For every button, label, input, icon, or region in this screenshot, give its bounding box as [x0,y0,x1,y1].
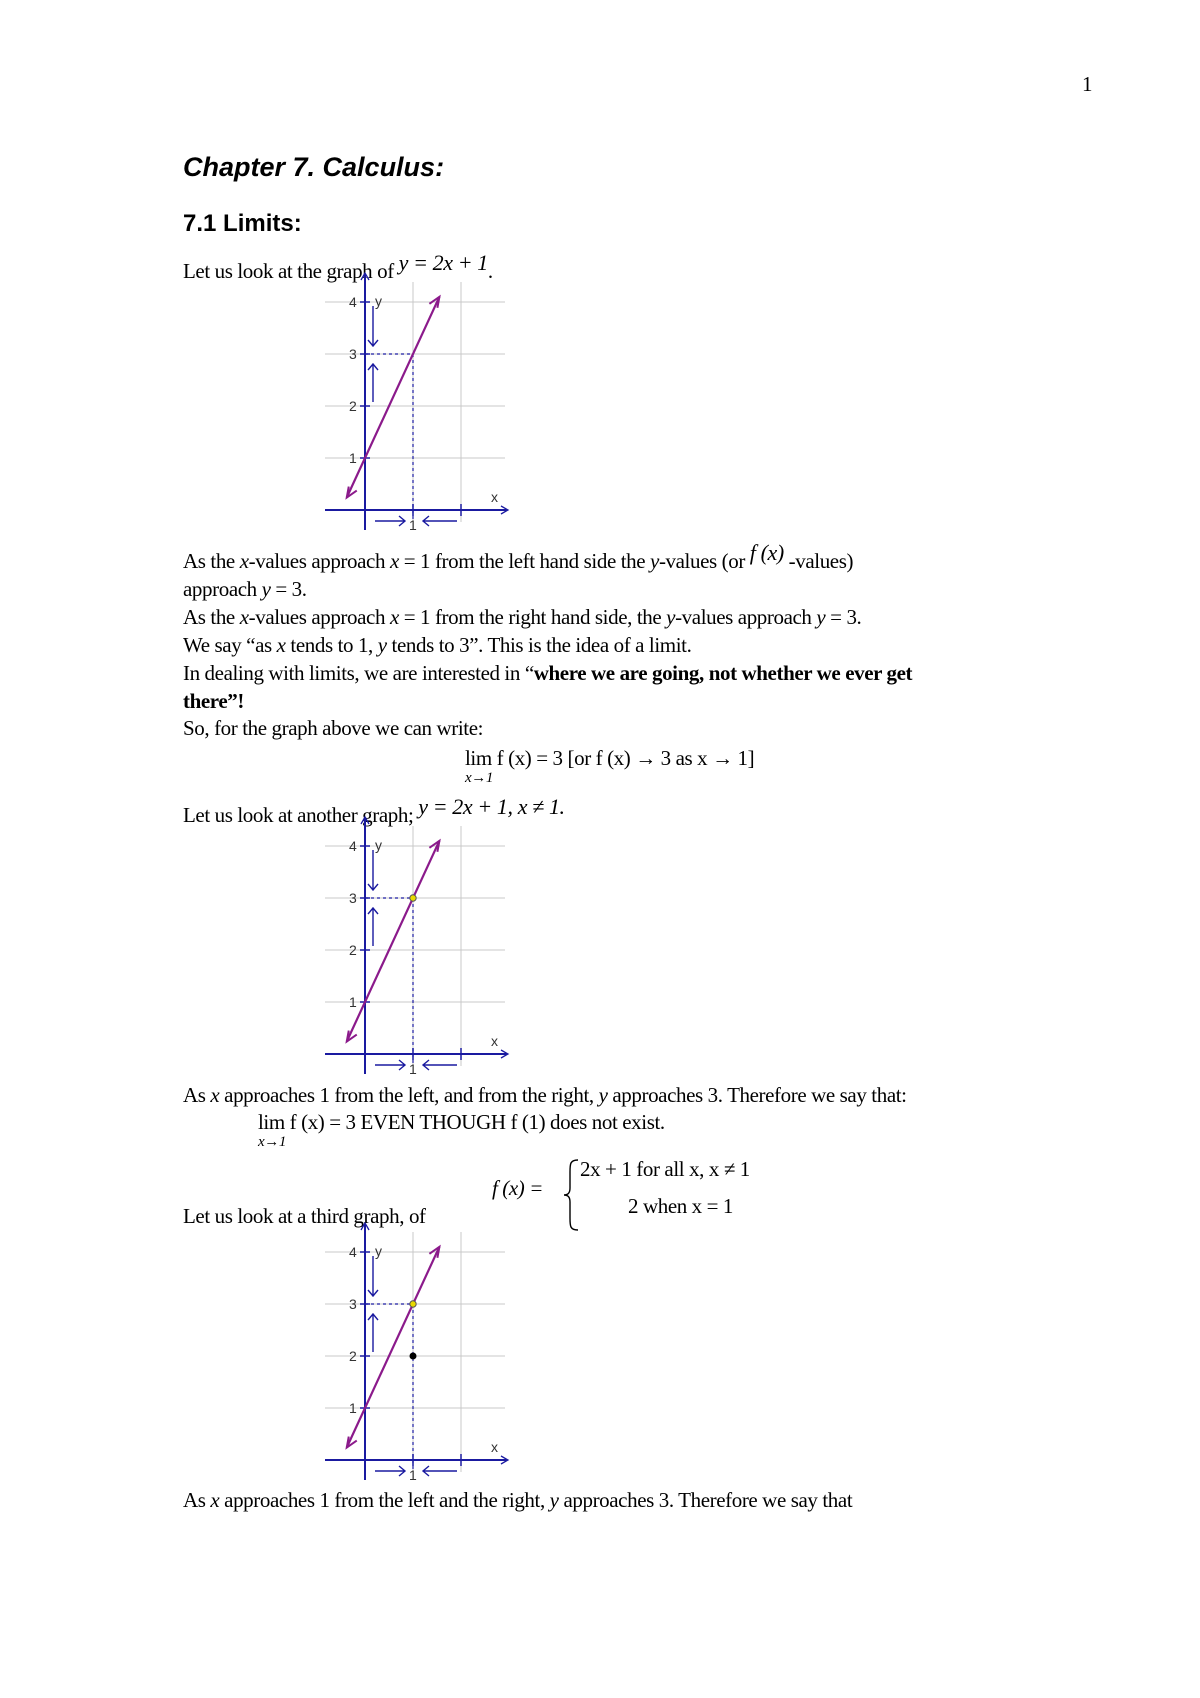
x-axis-label: x [491,1439,498,1455]
para1-line2: approach y = 3. [183,577,307,601]
piecewise-lhs: f (x) = [492,1176,544,1200]
defined-point [410,1353,417,1360]
x-tick-label: 1 [409,1467,417,1483]
another-line: Let us look at another graph; y = 2x + 1, x ≠ 1. [183,794,565,827]
para1-line4: We say “as x tends to 1, y tends to 3”. This is the idea of a limit. [183,633,692,657]
y-tick-label: 1 [349,1400,357,1416]
x-axis-label: x [491,1033,498,1049]
y-approach-top-arrow [368,850,378,890]
function-line [347,1247,440,1448]
x-approach-right-arrow [423,1060,457,1070]
y-axis-label: y [375,837,382,853]
section-title: 7.1 Limits: [183,210,302,237]
y-tick-label: 2 [349,942,357,958]
intro-text: Let us look at the graph of [183,259,394,283]
chapter-title: Chapter 7. Calculus: [183,152,445,182]
function-line [347,297,440,498]
y-approach-bottom-arrow [368,364,378,402]
y-axis-label: y [375,293,382,309]
para1-line1: As the x-values approach x = 1 from the left hand side the y-values (or f (x) -values) [183,540,854,573]
limit-2: lim x→1 f (x) = 3 EVEN THOUGH f (1) does not exist. [258,1110,665,1150]
y-tick-label: 1 [349,994,357,1010]
hole-point [410,895,416,901]
y-approach-top-arrow [368,1256,378,1296]
piecewise-case1: 2x + 1 for all x, x ≠ 1 [580,1157,750,1181]
x-approach-right-arrow [423,516,457,526]
para1-line6: there”! [183,689,244,713]
function-line [347,841,440,1042]
y-tick-label: 1 [349,450,357,466]
y-tick-label: 4 [349,294,357,310]
para1-line7: So, for the graph above we can write: [183,716,484,740]
para1-line5: In dealing with limits, we are interested in “where we are going, not whether we ever get [183,661,913,685]
y-tick-label: 2 [349,398,357,414]
y-axis-label: y [375,1243,382,1259]
para1-line3: As the x-values approach x = 1 from the right hand side, the y-values approach y = 3. [183,605,862,629]
graph-3 [325,1232,525,1484]
y-tick-label: 4 [349,1244,357,1260]
limit-1: lim x→1 f (x) = 3 [or f (x) → 3 as x → 1] [465,746,755,786]
x-approach-left-arrow [375,1466,405,1476]
para2: As x approaches 1 from the left, and from the right, y approaches 3. Therefore we say that: [183,1083,907,1107]
x-approach-left-arrow [375,516,405,526]
y-tick-label: 3 [349,1296,357,1312]
x-approach-left-arrow [375,1060,405,1070]
x-tick-label: 1 [409,517,417,533]
hole-point [410,1301,416,1307]
x-tick-label: 1 [409,1061,417,1077]
y-tick-label: 4 [349,838,357,854]
graph-2 [325,826,525,1078]
x-axis-label: x [491,489,498,505]
y-tick-label: 3 [349,346,357,362]
para3: As x approaches 1 from the left and the right, y approaches 3. Therefore we say that [183,1488,853,1512]
y-approach-bottom-arrow [368,1314,378,1352]
page-number: 1 [1082,72,1093,96]
y-tick-label: 2 [349,1348,357,1364]
intro-line [183,250,493,284]
y-tick-label: 3 [349,890,357,906]
intro-equation: y = 2x + 1 [398,250,488,275]
third-line: Let us look at a third graph, of [183,1204,426,1228]
intro-end: . [487,259,493,283]
x-approach-right-arrow [423,1466,457,1476]
graph-1 [325,282,525,534]
piecewise-brace [562,1158,582,1232]
y-approach-bottom-arrow [368,908,378,946]
y-approach-top-arrow [368,306,378,346]
piecewise-case2: 2 when x = 1 [628,1194,734,1218]
